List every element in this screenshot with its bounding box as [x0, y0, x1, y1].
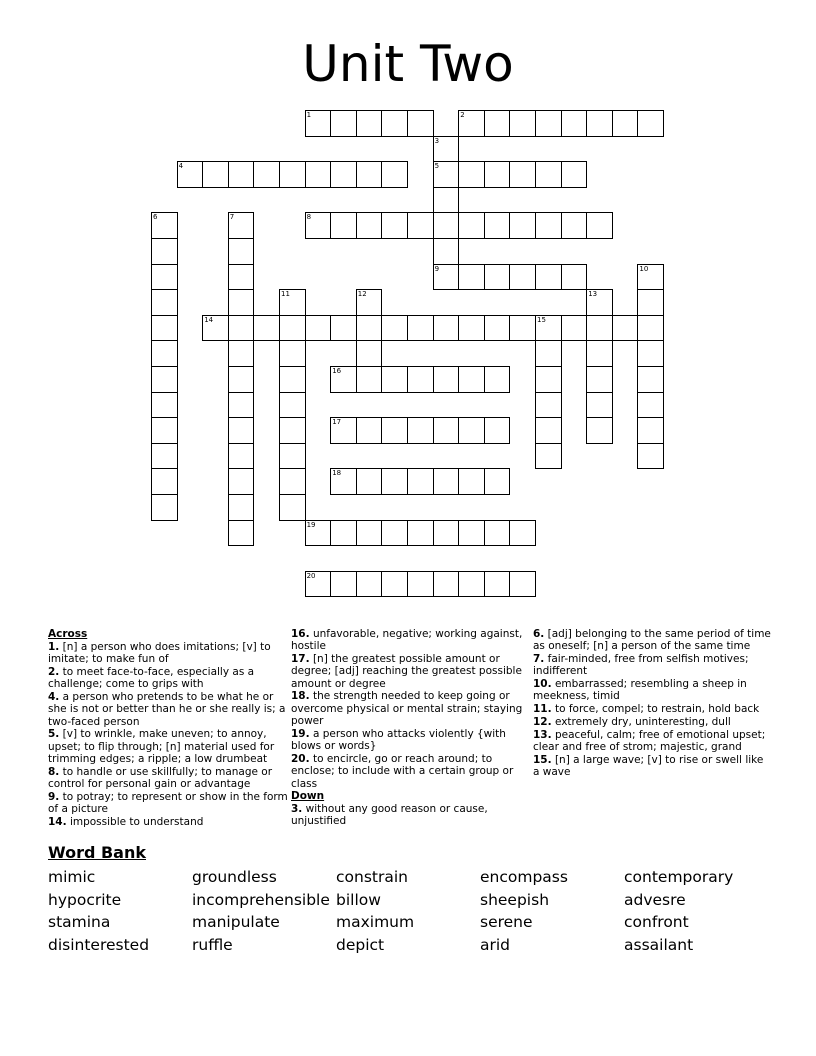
crossword-cell[interactable] — [509, 520, 536, 547]
crossword-cell[interactable] — [433, 238, 460, 265]
crossword-cell[interactable] — [228, 315, 255, 342]
crossword-cell[interactable] — [305, 110, 332, 137]
crossword-cell[interactable] — [433, 571, 460, 598]
clue-number-label: 14. — [48, 815, 67, 828]
clue-number: 5 — [434, 162, 440, 171]
clue-text: to potray; to represent or show in the form of a picture — [48, 790, 288, 816]
clue-number-label: 10. — [533, 678, 552, 691]
crossword-cell[interactable] — [586, 212, 613, 239]
crossword-cell[interactable] — [381, 212, 408, 239]
crossword-cell[interactable] — [561, 264, 588, 291]
clue-text: [n] a person who does imitations; [v] to imitate; to make fun of — [48, 640, 271, 666]
crossword-cell[interactable] — [561, 315, 588, 342]
clue-text: to force, compel; to restrain, hold back — [551, 703, 760, 716]
crossword-cell[interactable] — [535, 417, 562, 444]
crossword-cell[interactable] — [586, 110, 613, 137]
crossword-cell[interactable] — [433, 136, 460, 163]
crossword-cell[interactable] — [177, 161, 204, 188]
crossword-cell[interactable] — [458, 468, 485, 495]
clue-number-label: 3. — [291, 803, 303, 816]
crossword-cell[interactable] — [305, 212, 332, 239]
crossword-cell[interactable] — [561, 212, 588, 239]
crossword-cell[interactable] — [151, 392, 178, 419]
crossword-cell[interactable] — [484, 571, 511, 598]
crossword-cell[interactable] — [509, 571, 536, 598]
crossword-cell[interactable] — [279, 340, 306, 367]
crossword-cell[interactable] — [330, 366, 357, 393]
clue-item — [291, 628, 531, 653]
crossword-cell[interactable] — [484, 468, 511, 495]
clue-number-label: 16. — [291, 628, 310, 640]
crossword-cell[interactable] — [279, 366, 306, 393]
crossword-cell[interactable] — [356, 289, 383, 316]
crossword-cell[interactable] — [151, 340, 178, 367]
crossword-cell[interactable] — [305, 315, 332, 342]
clue-text: unfavorable, negative; working against, hostile — [291, 628, 523, 653]
crossword-cell[interactable] — [253, 161, 280, 188]
word-bank-item: disinterested — [48, 936, 150, 955]
word-bank-item: depict — [336, 936, 385, 955]
clue-number: 6 — [153, 213, 158, 222]
crossword-cell[interactable] — [407, 315, 434, 342]
clue-number: 2 — [460, 111, 465, 119]
word-bank-item: serene — [480, 913, 533, 932]
crossword-cell[interactable] — [381, 110, 408, 137]
word-bank-item: incomprehensible — [192, 890, 330, 909]
crossword-cell[interactable] — [407, 520, 434, 547]
crossword-cell[interactable] — [433, 417, 460, 444]
crossword-cell[interactable] — [458, 520, 485, 547]
crossword-cell[interactable] — [407, 110, 434, 137]
clue-number-label: 18. — [291, 690, 310, 703]
crossword-cell[interactable] — [535, 443, 562, 470]
clue-number-label: 17. — [291, 653, 310, 666]
crossword-cell[interactable] — [279, 468, 306, 495]
word-bank-item: constrain — [336, 868, 408, 886]
clue-number-label: 7. — [533, 653, 545, 666]
word-bank-title: Word Bank — [48, 843, 147, 862]
crossword-cell[interactable] — [330, 520, 357, 547]
down-heading: Down — [291, 790, 325, 803]
crossword-cell[interactable] — [637, 315, 664, 342]
clue-number: 16 — [332, 367, 342, 375]
crossword-cell[interactable] — [484, 161, 511, 188]
word-bank-item: manipulate — [192, 913, 280, 932]
crossword-cell[interactable] — [509, 315, 536, 342]
crossword-cell[interactable] — [484, 417, 511, 444]
crossword-cell[interactable] — [535, 340, 562, 367]
crossword-cell[interactable] — [484, 264, 511, 291]
clue-number: 12 — [357, 290, 367, 299]
clue-item — [48, 691, 288, 728]
crossword-cell[interactable] — [535, 366, 562, 393]
clue-item — [533, 729, 773, 754]
crossword-cell[interactable] — [458, 264, 485, 291]
crossword-cell[interactable] — [484, 366, 511, 393]
clue-item — [48, 641, 288, 666]
crossword-cell[interactable] — [458, 571, 485, 598]
across-clue-list — [48, 641, 288, 828]
word-bank-item: confront — [624, 913, 689, 932]
crossword-cell[interactable] — [228, 289, 255, 316]
down-clue-list — [291, 803, 531, 828]
crossword-cell[interactable] — [381, 417, 408, 444]
crossword-cell[interactable] — [381, 571, 408, 598]
crossword-cell[interactable] — [279, 392, 306, 419]
clue-text: [n] a large wave; [v] to rise or swell like a wave — [533, 753, 764, 779]
clue-text: without any good reason or cause, unjustified — [291, 803, 488, 828]
clue-item — [533, 754, 773, 779]
crossword-cell[interactable] — [279, 315, 306, 342]
clue-number-label: 5. — [48, 728, 60, 741]
clue-item — [533, 678, 773, 703]
clue-text: a person who attacks violently {with blows or words} — [291, 727, 506, 753]
crossword-cell[interactable] — [509, 110, 536, 137]
crossword-cell[interactable] — [561, 161, 588, 188]
crossword-cell[interactable] — [305, 161, 332, 188]
crossword-cell[interactable] — [228, 494, 255, 521]
crossword-cell[interactable] — [228, 417, 255, 444]
clue-item — [291, 690, 531, 727]
clue-text: to meet face-to-face, especially as a challenge; come to grips with — [48, 665, 255, 691]
clue-number-label: 6. — [533, 628, 545, 640]
crossword-cell[interactable] — [330, 417, 357, 444]
clue-text: to handle or use skillfully; to manage or control for personal gain or advantage — [48, 765, 273, 791]
clue-number-label: 8. — [48, 765, 60, 778]
crossword-cell[interactable] — [535, 264, 562, 291]
crossword-cell[interactable] — [151, 494, 178, 521]
crossword-cell[interactable] — [151, 264, 178, 291]
clue-number: 1 — [306, 111, 312, 119]
crossword-cell[interactable] — [253, 315, 280, 342]
crossword-cell[interactable] — [356, 366, 383, 393]
word-bank-item: advesre — [624, 890, 686, 909]
crossword-cell[interactable] — [228, 161, 255, 188]
crossword-cell[interactable] — [279, 161, 306, 188]
crossword-cell[interactable] — [356, 212, 383, 239]
crossword-cell[interactable] — [151, 238, 178, 265]
crossword-cell[interactable] — [356, 161, 383, 188]
crossword-cell[interactable] — [433, 468, 460, 495]
crossword-cell[interactable] — [484, 315, 511, 342]
crossword-cell[interactable] — [305, 520, 332, 547]
crossword-cell[interactable] — [279, 443, 306, 470]
clue-item — [48, 666, 288, 691]
clue-number-label: 12. — [533, 716, 552, 729]
page-title: Unit Two — [302, 35, 514, 93]
crossword-cell[interactable] — [433, 264, 460, 291]
clue-item — [48, 728, 288, 765]
crossword-cell[interactable] — [637, 340, 664, 367]
crossword-cell[interactable] — [458, 212, 485, 239]
crossword-cell[interactable] — [535, 212, 562, 239]
crossword-cell[interactable] — [228, 468, 255, 495]
crossword-cell[interactable] — [228, 366, 255, 393]
crossword-cell[interactable] — [279, 494, 306, 521]
clue-text: fair-minded, free from selfish motives; indifferent — [533, 653, 749, 678]
crossword-cell[interactable] — [586, 289, 613, 316]
crossword-cell[interactable] — [330, 161, 357, 188]
clue-item — [48, 766, 288, 791]
clues-column-1 — [48, 628, 288, 829]
clue-number-label: 2. — [48, 665, 60, 678]
crossword-cell[interactable] — [586, 392, 613, 419]
crossword-cell[interactable] — [356, 340, 383, 367]
word-bank-item: assailant — [624, 936, 694, 955]
clue-item — [48, 816, 288, 828]
clue-text: peaceful, calm; free of emotional upset; clear and free of strom; majestic, grand — [533, 728, 766, 754]
crossword-cell[interactable] — [612, 110, 639, 137]
crossword-cell[interactable] — [586, 417, 613, 444]
clue-number-label: 20. — [291, 752, 310, 765]
crossword-cell[interactable] — [509, 212, 536, 239]
crossword-cell[interactable] — [151, 443, 178, 470]
word-bank-item: arid — [480, 936, 511, 955]
clue-number: 8 — [306, 213, 312, 222]
crossword-cell[interactable] — [637, 366, 664, 393]
crossword-cell[interactable] — [458, 366, 485, 393]
clue-item — [533, 653, 773, 678]
crossword-cell[interactable] — [151, 366, 178, 393]
crossword-cell[interactable] — [407, 468, 434, 495]
crossword-cell[interactable] — [458, 417, 485, 444]
crossword-cell[interactable] — [305, 571, 332, 598]
clue-item — [291, 653, 531, 690]
crossword-cell[interactable] — [356, 468, 383, 495]
clue-number: 7 — [229, 213, 235, 222]
crossword-cell[interactable] — [407, 571, 434, 598]
clue-number: 19 — [306, 520, 316, 529]
clue-text: to encircle, go or reach around; to enclose; to include with a certain group or class — [291, 752, 514, 790]
clues-column-2 — [291, 628, 531, 828]
crossword-cell[interactable] — [356, 315, 383, 342]
clue-number-label: 13. — [533, 728, 552, 741]
crossword-cell[interactable] — [637, 110, 664, 137]
crossword-cell[interactable] — [279, 289, 306, 316]
crossword-cell[interactable] — [637, 443, 664, 470]
crossword-cell[interactable] — [433, 366, 460, 393]
word-bank-item: sheepish — [480, 890, 550, 909]
clue-number-label: 1. — [48, 640, 60, 653]
crossword-cell[interactable] — [381, 161, 408, 188]
word-bank-item: maximum — [336, 913, 415, 932]
clue-item — [533, 716, 773, 728]
crossword-cell[interactable] — [330, 212, 357, 239]
clue-number-label: 19. — [291, 727, 310, 740]
crossword-cell[interactable] — [561, 110, 588, 137]
clue-text: impossible to understand — [66, 815, 204, 828]
clue-number-label: 9. — [48, 790, 60, 803]
clue-text: the strength needed to keep going or overcome physical or mental strain; staying power — [291, 690, 523, 728]
crossword-cell[interactable] — [637, 264, 664, 291]
clue-number: 17 — [332, 418, 342, 427]
crossword-cell[interactable] — [330, 110, 357, 137]
crossword-cell[interactable] — [279, 417, 306, 444]
crossword-cell[interactable] — [637, 392, 664, 419]
crossword-cell[interactable] — [381, 468, 408, 495]
word-bank-item: ruffle — [192, 936, 233, 955]
word-bank-item: mimic — [48, 868, 96, 886]
crossword-cell[interactable] — [228, 443, 255, 470]
crossword-cell[interactable] — [228, 212, 255, 239]
clue-number: 9 — [434, 264, 440, 273]
crossword-cell[interactable] — [228, 238, 255, 265]
clue-item — [533, 703, 773, 715]
crossword-cell[interactable] — [433, 212, 460, 239]
crossword-cell[interactable] — [433, 520, 460, 547]
crossword-cell[interactable] — [381, 520, 408, 547]
crossword-cell[interactable] — [151, 468, 178, 495]
clue-number-label: 4. — [48, 690, 60, 703]
clue-text: extremely dry, uninteresting, dull — [551, 716, 731, 729]
crossword-cell[interactable] — [381, 315, 408, 342]
clue-number: 11 — [281, 290, 290, 299]
crossword-cell[interactable] — [228, 264, 255, 291]
crossword-cell[interactable] — [509, 161, 536, 188]
clue-number: 14 — [204, 315, 214, 324]
crossword-cell[interactable] — [228, 520, 255, 547]
clue-text: embarrassed; resembling a sheep in meekness, timid — [533, 678, 747, 703]
across-heading: Across — [48, 628, 88, 640]
clue-text: a person who pretends to be what he or she is not or better than he or she really is; a two-faced person — [48, 690, 286, 728]
crossword-cell[interactable] — [330, 571, 357, 598]
crossword-cell[interactable] — [586, 315, 613, 342]
across-clue-list-continued — [291, 628, 531, 790]
word-bank-item: groundless — [192, 868, 277, 886]
clue-item — [48, 791, 288, 816]
clue-item — [291, 728, 531, 753]
clue-number: 3 — [434, 136, 440, 145]
clue-item — [533, 628, 773, 653]
crossword-cell[interactable] — [151, 315, 178, 342]
crossword-cell[interactable] — [356, 571, 383, 598]
crossword-cell[interactable] — [407, 417, 434, 444]
crossword-cell[interactable] — [228, 340, 255, 367]
word-bank-item: billow — [336, 890, 381, 909]
crossword-cell[interactable] — [586, 340, 613, 367]
crossword-cell[interactable] — [407, 366, 434, 393]
crossword-cell[interactable] — [202, 315, 229, 342]
crossword-cell[interactable] — [458, 110, 485, 137]
clue-number: 18 — [332, 469, 342, 478]
crossword-cell[interactable] — [433, 161, 460, 188]
word-bank-item: contemporary — [624, 868, 734, 886]
crossword-cell[interactable] — [535, 392, 562, 419]
word-bank-item: hypocrite — [48, 890, 122, 909]
crossword-cell[interactable] — [356, 110, 383, 137]
crossword-cell[interactable] — [433, 315, 460, 342]
crossword-cell[interactable] — [509, 264, 536, 291]
crossword-cell[interactable] — [535, 110, 562, 137]
crossword-cell[interactable] — [484, 110, 511, 137]
clue-item — [291, 753, 531, 790]
crossword-cell[interactable] — [586, 366, 613, 393]
crossword-cell[interactable] — [484, 212, 511, 239]
word-bank-item: stamina — [48, 913, 111, 932]
crossword-cell[interactable] — [458, 161, 485, 188]
crossword-cell[interactable] — [356, 520, 383, 547]
crossword-cell[interactable] — [407, 212, 434, 239]
crossword-cell[interactable] — [151, 417, 178, 444]
clue-text: [n] the greatest possible amount or degree; [adj] reaching the greatest possible amount or degree — [291, 653, 522, 690]
clue-item — [291, 803, 531, 828]
crossword-cell[interactable] — [228, 392, 255, 419]
crossword-cell[interactable] — [535, 161, 562, 188]
crossword-cell[interactable] — [637, 417, 664, 444]
clue-number: 10 — [639, 264, 649, 273]
crossword-cell[interactable] — [151, 212, 178, 239]
crossword-cell[interactable] — [458, 315, 485, 342]
clue-text: [v] to wrinkle, make uneven; to annoy, upset; to flip through; [n] material used for trimming edges; a ripple; a low drumbeat — [48, 728, 275, 765]
crossword-cell[interactable] — [433, 187, 460, 214]
crossword-cell[interactable] — [356, 417, 383, 444]
clue-number-label: 15. — [533, 753, 552, 766]
crossword-cell[interactable] — [484, 520, 511, 547]
clues-column-3 — [533, 628, 773, 779]
crossword-cell[interactable] — [381, 366, 408, 393]
crossword-cell[interactable] — [330, 468, 357, 495]
crossword-cell[interactable] — [637, 289, 664, 316]
crossword-cell[interactable] — [535, 315, 562, 342]
crossword-cell[interactable] — [612, 315, 639, 342]
clue-number: 4 — [178, 162, 184, 171]
clue-number-label: 11. — [533, 703, 552, 716]
clue-text: [adj] belonging to the same period of time as oneself; [n] a person of the same time — [533, 628, 771, 653]
crossword-cell[interactable] — [202, 161, 229, 188]
down-clue-list-continued — [533, 628, 773, 779]
crossword-cell[interactable] — [330, 315, 357, 342]
clue-number: 20 — [306, 571, 316, 580]
clue-number: 13 — [588, 290, 598, 299]
crossword-cell[interactable] — [151, 289, 178, 316]
clue-number: 15 — [537, 315, 546, 324]
word-bank-item: encompass — [480, 868, 568, 886]
